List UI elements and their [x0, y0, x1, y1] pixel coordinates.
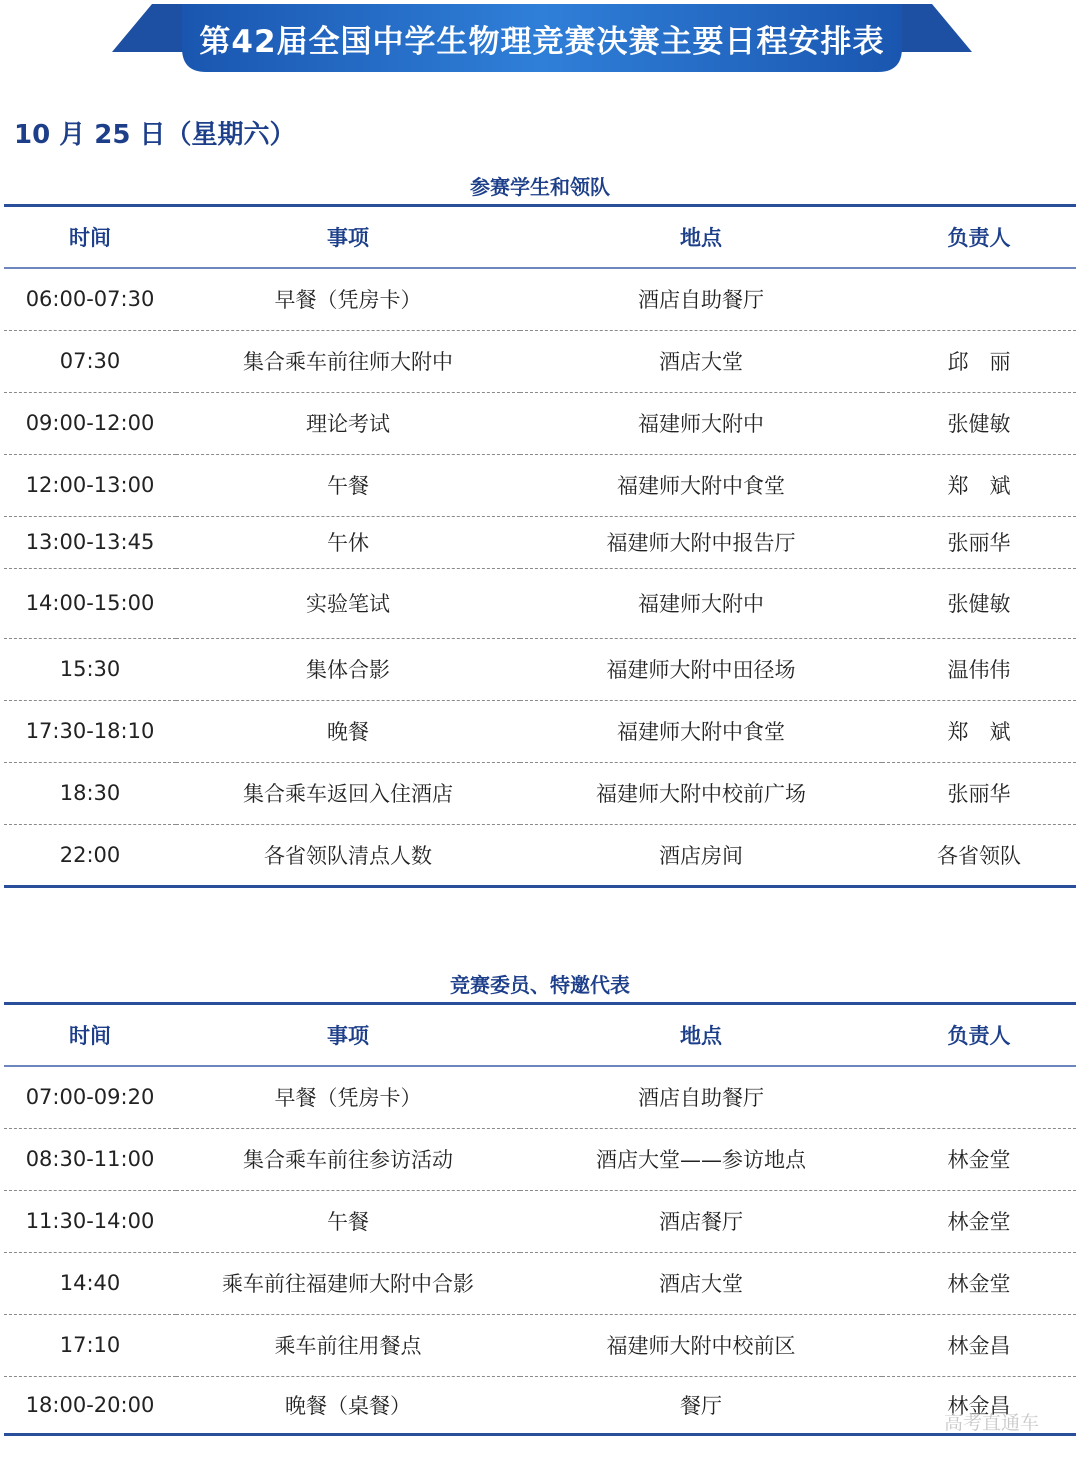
cell-item: 各省领队清点人数	[176, 824, 520, 886]
header-person: 负责人	[947, 226, 1011, 250]
cell-item: 午休	[176, 516, 520, 568]
header-item: 事项	[327, 1024, 369, 1048]
header-time: 时间	[69, 226, 111, 250]
cell-time: 18:30	[4, 762, 176, 824]
cell-person: 林金堂	[882, 1128, 1076, 1190]
cell-place: 酒店房间	[520, 824, 882, 886]
cell-person: 张健敏	[882, 392, 1076, 454]
cell-person	[882, 268, 1076, 330]
cell-place: 福建师大附中校前广场	[520, 762, 882, 824]
cell-time: 07:00-09:20	[4, 1066, 176, 1128]
cell-time: 07:30	[4, 330, 176, 392]
table-row	[4, 1314, 1076, 1376]
table-row	[4, 700, 1076, 762]
table-row	[4, 1190, 1076, 1252]
cell-time: 14:00-15:00	[4, 568, 176, 638]
cell-item: 晚餐	[176, 700, 520, 762]
table-row	[4, 1128, 1076, 1190]
table-row	[4, 392, 1076, 454]
schedule-table	[4, 204, 1076, 888]
cell-item: 乘车前往福建师大附中合影	[176, 1252, 520, 1314]
cell-item: 理论考试	[176, 392, 520, 454]
cell-person: 林金昌	[882, 1314, 1076, 1376]
section-title: 竞赛委员、特邀代表	[450, 973, 630, 997]
schedule-section-students	[4, 170, 1076, 888]
cell-place: 酒店大堂	[520, 1252, 882, 1314]
schedule-table	[4, 1002, 1076, 1436]
cell-time: 14:40	[4, 1252, 176, 1314]
cell-place: 福建师大附中	[520, 392, 882, 454]
cell-item: 乘车前往用餐点	[176, 1314, 520, 1376]
table-row	[4, 330, 1076, 392]
table-row	[4, 1376, 1076, 1434]
table-row	[4, 824, 1076, 886]
cell-person: 各省领队	[882, 824, 1076, 886]
cell-person: 邱 丽	[882, 330, 1076, 392]
cell-place: 福建师大附中食堂	[520, 700, 882, 762]
cell-item: 午餐	[176, 454, 520, 516]
cell-item: 集体合影	[176, 638, 520, 700]
schedule-section-committee	[4, 968, 1076, 1436]
cell-person: 郑 斌	[882, 700, 1076, 762]
table-row	[4, 454, 1076, 516]
cell-person: 张健敏	[882, 568, 1076, 638]
cell-time: 12:00-13:00	[4, 454, 176, 516]
page-title: 第42届全国中学生物理竞赛决赛主要日程安排表	[199, 23, 885, 60]
cell-time: 08:30-11:00	[4, 1128, 176, 1190]
cell-time: 17:10	[4, 1314, 176, 1376]
table-row	[4, 268, 1076, 330]
table-row	[4, 638, 1076, 700]
cell-place: 酒店自助餐厅	[520, 268, 882, 330]
cell-item: 早餐（凭房卡）	[176, 268, 520, 330]
header-place: 地点	[680, 226, 722, 250]
cell-person	[882, 1066, 1076, 1128]
cell-place: 福建师大附中田径场	[520, 638, 882, 700]
cell-item: 实验笔试	[176, 568, 520, 638]
cell-item: 晚餐（桌餐）	[176, 1376, 520, 1434]
header-item: 事项	[327, 226, 369, 250]
cell-person: 郑 斌	[882, 454, 1076, 516]
cell-place: 酒店大堂	[520, 330, 882, 392]
header-person: 负责人	[947, 1024, 1011, 1048]
cell-person: 林金堂	[882, 1252, 1076, 1314]
cell-place: 餐厅	[520, 1376, 882, 1434]
cell-place: 酒店自助餐厅	[520, 1066, 882, 1128]
cell-place: 酒店餐厅	[520, 1190, 882, 1252]
cell-person: 张丽华	[882, 762, 1076, 824]
table-header-row	[4, 1004, 1076, 1067]
cell-time: 22:00	[4, 824, 176, 886]
cell-item: 集合乘车前往参访活动	[176, 1128, 520, 1190]
cell-item: 集合乘车返回入住酒店	[176, 762, 520, 824]
table-row	[4, 1252, 1076, 1314]
cell-place: 福建师大附中食堂	[520, 454, 882, 516]
cell-time: 11:30-14:00	[4, 1190, 176, 1252]
table-header-row	[4, 206, 1076, 269]
cell-time: 06:00-07:30	[4, 268, 176, 330]
table-row	[4, 568, 1076, 638]
cell-time: 13:00-13:45	[4, 516, 176, 568]
cell-person: 张丽华	[882, 516, 1076, 568]
cell-place: 酒店大堂——参访地点	[520, 1128, 882, 1190]
cell-item: 午餐	[176, 1190, 520, 1252]
table-row	[4, 1066, 1076, 1128]
cell-item: 早餐（凭房卡）	[176, 1066, 520, 1128]
cell-place: 福建师大附中	[520, 568, 882, 638]
cell-person: 温伟伟	[882, 638, 1076, 700]
table-row	[4, 516, 1076, 568]
header-place: 地点	[680, 1024, 722, 1048]
cell-person: 林金昌	[882, 1376, 1076, 1434]
cell-time: 17:30-18:10	[4, 700, 176, 762]
cell-time: 09:00-12:00	[4, 392, 176, 454]
cell-time: 15:30	[4, 638, 176, 700]
cell-place: 福建师大附中报告厅	[520, 516, 882, 568]
cell-place: 福建师大附中校前区	[520, 1314, 882, 1376]
date-heading: 10 月 25 日（星期六）	[14, 120, 296, 150]
section-title: 参赛学生和领队	[470, 175, 610, 199]
table-row	[4, 762, 1076, 824]
title-banner	[112, 4, 972, 72]
watermark: 高考直通车	[944, 1412, 1040, 1434]
header-time: 时间	[69, 1024, 111, 1048]
cell-person: 林金堂	[882, 1190, 1076, 1252]
cell-time: 18:00-20:00	[4, 1376, 176, 1434]
cell-item: 集合乘车前往师大附中	[176, 330, 520, 392]
